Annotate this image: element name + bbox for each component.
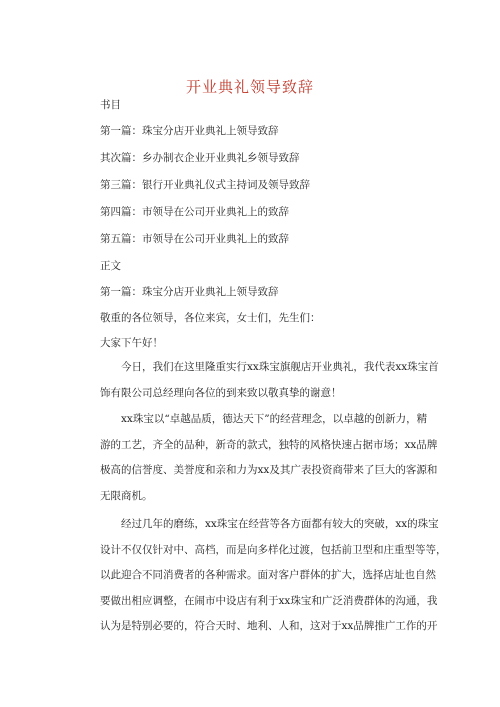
chapter-title: 第一篇：珠宝分店开业典礼上领导致辞	[100, 286, 279, 298]
paragraph-line: 饰有限公司总经理向各位的到来致以敬真挚的谢意！	[100, 386, 342, 399]
paragraph-line: 设计不仅仅针对中、高档，而是向多样化过渡，包括前卫型和庄重型等等，	[100, 543, 447, 556]
toc-item-4: 第四篇：市领导在公司开业典礼上的致辞	[100, 206, 289, 218]
paragraph-line: 要做出相应调整，在闹市中设店有利于xx珠宝和广泛消费群体的沟通，我	[100, 594, 438, 607]
document-title: 开业典礼领导致辞	[185, 78, 314, 96]
salutation: 敬重的各位领导，各位来宾，女士们，先生们：	[100, 312, 321, 324]
paragraph-2	[100, 407, 438, 509]
paragraph-line: 游的工艺，齐全的品种，新奇的款式，独特的风格快速占据市场；xx品牌	[100, 438, 438, 451]
paragraph-line: 今日，我们在这里隆重实行xx珠宝旗舰店开业典礼，我代表xx珠宝首	[121, 361, 439, 373]
paragraph-3	[100, 512, 447, 640]
toc-heading: 书目	[100, 99, 121, 111]
paragraph-line: 极高的信誉度、美誉度和亲和力为xx及其广表投资商带来了巨大的客源和	[100, 464, 438, 476]
toc-item-3: 第三篇：银行开业典礼仪式主持词及领导致辞	[100, 179, 310, 191]
toc-item-2: 其次篇：乡办制衣企业开业典礼乡领导致辞	[100, 152, 300, 164]
paragraph-line: 认为是特别必要的，符合天时、地利、人和，这对于xx品牌推广工作的开	[100, 620, 438, 632]
toc-item-5: 第五篇：市领导在公司开业典礼上的致辞	[100, 233, 289, 245]
toc-item-1: 第一篇：珠宝分店开业典礼上领导致辞	[100, 125, 279, 137]
body-heading: 正文	[100, 260, 121, 272]
paragraph-line: xx珠宝以“卓越品质，德达天下”的经营理念，以卓越的创新力，精	[121, 413, 428, 425]
paragraph-1	[100, 355, 439, 406]
paragraph-line: 无限商机。	[100, 489, 153, 502]
paragraph-line: 以此迎合不同消费者的各种需求。面对客户群体的扩大，选择店址也自然	[100, 569, 436, 581]
paragraph-line: 经过几年的磨练，xx珠宝在经营等各方面都有较大的突破，xx的珠宝	[121, 518, 439, 530]
greeting: 大家下午好！	[100, 337, 163, 349]
